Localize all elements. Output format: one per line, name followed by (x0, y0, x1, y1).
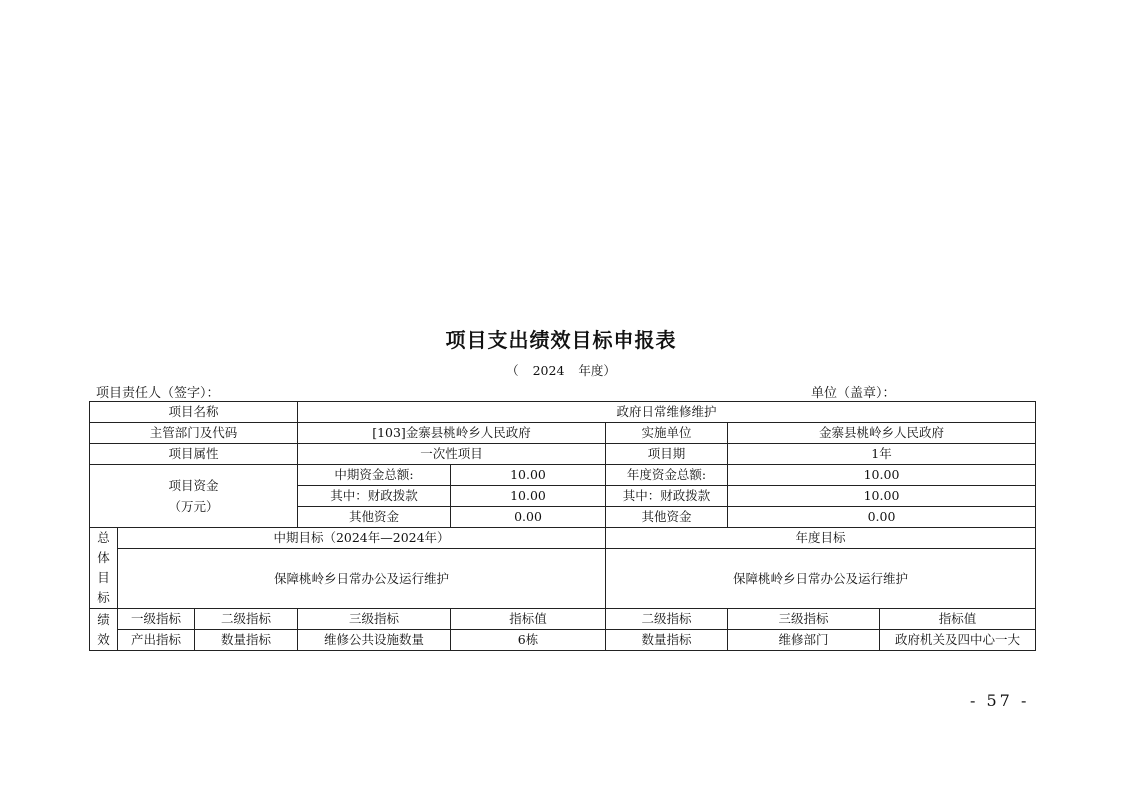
indicator-year-level3: 维修部门 (728, 630, 880, 651)
project-name-value: 政府日常维修维护 (298, 402, 1036, 423)
mid-goal-header: 中期目标（2024年—2024年） (118, 528, 606, 549)
row-dept (90, 423, 1036, 444)
funds-label (90, 465, 298, 528)
row-goals-header (90, 528, 1036, 549)
funds-label-line2: （万元） (168, 499, 219, 514)
indicator-year-level2: 数量指标 (606, 630, 728, 651)
header-year-level2: 二级指标 (606, 609, 728, 630)
goals-side-char: 体 (97, 550, 110, 565)
impl-unit-value: 金寨县桃岭乡人民政府 (728, 423, 1036, 444)
row-indicator-1 (90, 630, 1036, 651)
year-open: （ (506, 363, 519, 378)
goals-side-char: 目 (97, 570, 110, 585)
indicator-value: 6栋 (451, 630, 606, 651)
attr-value: 一次性项目 (298, 444, 606, 465)
mid-other-label: 其他资金 (298, 507, 451, 528)
row-goals-text (90, 549, 1036, 550)
mid-total-label: 中期资金总额: (298, 465, 451, 486)
indicator-year-value: 政府机关及四中心一大 (880, 630, 1036, 651)
header-year-level3: 三级指标 (728, 609, 880, 630)
indicator-side-char: 效 (97, 631, 110, 647)
year-value: 2024 (532, 363, 565, 378)
goals-side-label (90, 528, 118, 609)
header-year-value: 指标值 (880, 609, 1036, 630)
year-fiscal-value: 10.00 (728, 486, 1036, 507)
period-label: 项目期 (606, 444, 728, 465)
mid-total-value: 10.00 (451, 465, 606, 486)
year-goal-text: 保障桃岭乡日常办公及运行维护 (606, 549, 1036, 609)
mid-fiscal-value: 10.00 (451, 486, 606, 507)
dept-label: 主管部门及代码 (90, 423, 298, 444)
impl-unit-label: 实施单位 (606, 423, 728, 444)
page-number: - 57 - (970, 691, 1030, 710)
year-goal-header: 年度目标 (606, 528, 1036, 549)
header-level3: 三级指标 (298, 609, 451, 630)
project-name-label: 项目名称 (90, 402, 298, 423)
year-other-label: 其他资金 (606, 507, 728, 528)
dept-value: [103]金寨县桃岭乡人民政府 (298, 423, 606, 444)
mid-fiscal-label: 其中：财政拨款 (298, 486, 451, 507)
goals-side-char: 标 (97, 590, 110, 605)
mid-other-value: 0.00 (451, 507, 606, 528)
indicator-level2: 数量指标 (195, 630, 298, 651)
year-total-value: 10.00 (728, 465, 1036, 486)
row-funds-total (90, 465, 1036, 486)
period-value: 1年 (728, 444, 1036, 465)
header-level2: 二级指标 (195, 609, 298, 630)
row-attr (90, 444, 1036, 465)
signer-label: 项目责任人（签字）： (96, 386, 220, 401)
header-level1: 一级指标 (118, 609, 195, 630)
row-indicator-headers (90, 609, 1036, 630)
year-fiscal-label: 其中：财政拨款 (606, 486, 728, 507)
year-suffix: 年度） (578, 363, 616, 378)
goals-side-char: 总 (97, 530, 110, 545)
page-title: 项目支出绩效目标申报表 (445, 328, 677, 352)
row-project-name (90, 402, 1036, 423)
indicator-side-char: 绩 (97, 611, 110, 627)
attr-label: 项目属性 (90, 444, 298, 465)
funds-label-line1: 项目资金 (168, 478, 219, 493)
unit-label: 单位（盖章）： (811, 386, 896, 401)
declaration-table (89, 401, 1036, 651)
indicator-level3: 维修公共设施数量 (298, 630, 451, 651)
year-line (0, 361, 1122, 379)
indicator-side-label (90, 609, 118, 651)
year-other-value: 0.00 (728, 507, 1036, 528)
indicator-level1: 产出指标 (118, 630, 195, 651)
year-total-label: 年度资金总额: (606, 465, 728, 486)
mid-goal-text: 保障桃岭乡日常办公及运行维护 (118, 549, 606, 609)
header-value: 指标值 (451, 609, 606, 630)
